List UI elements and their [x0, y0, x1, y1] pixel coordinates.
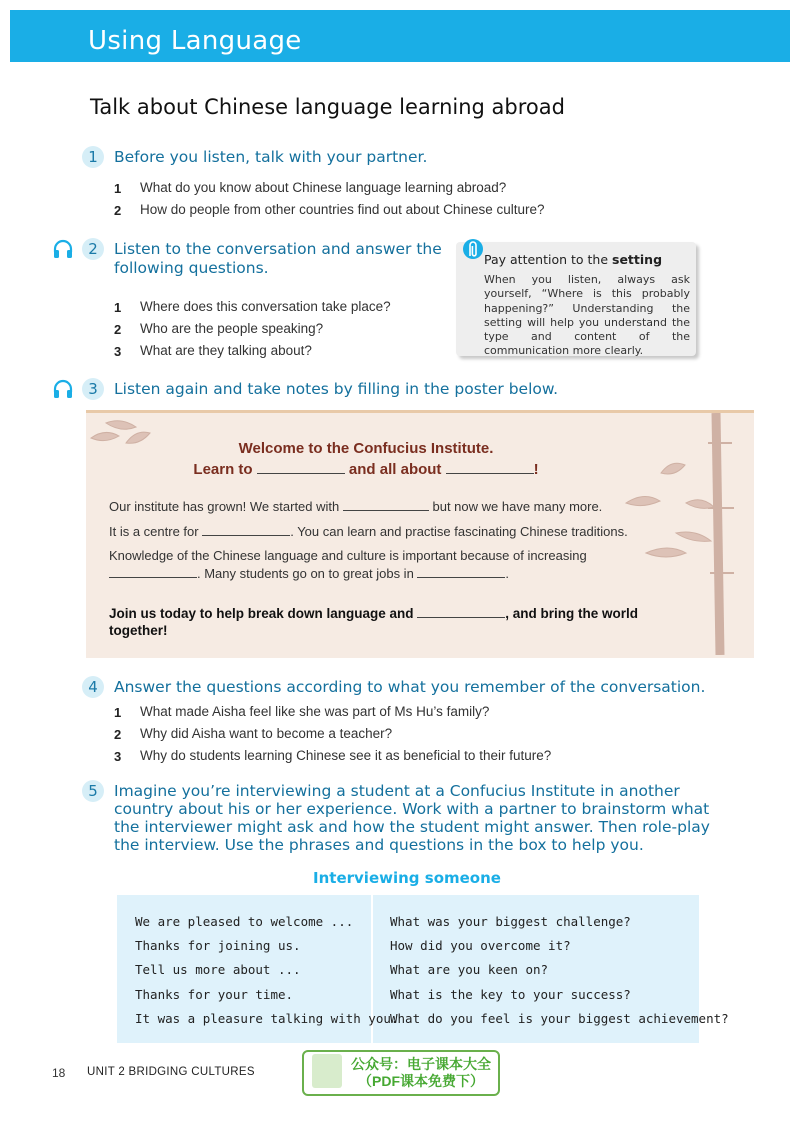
section-title: Using Language — [88, 26, 302, 56]
exercise-5-line1: Imagine you’re interviewing a student at a Confucius Institute in another — [114, 782, 680, 800]
poster-text: . — [505, 566, 510, 581]
poster-text: Our institute has grown! We started with — [109, 499, 343, 514]
exercise-number-3: 3 — [82, 378, 104, 400]
question-text: How do people from other countries find out about Chinese culture? — [140, 202, 545, 217]
question-text: What do you know about Chinese language learning abroad? — [140, 180, 507, 195]
blank-field[interactable] — [417, 577, 505, 578]
question-text: Why do students learning Chinese see it as beneficial to their future? — [140, 748, 552, 763]
poster-subtitle — [86, 461, 646, 478]
exercise-number-2: 2 — [82, 238, 104, 260]
poster-subtitle-part1: Learn to — [193, 461, 257, 478]
question-text: Where does this conversation take place? — [140, 299, 391, 314]
question-number: 2 — [114, 322, 122, 337]
tip-title-prefix: Pay attention to the — [484, 252, 613, 267]
book-icon — [312, 1054, 342, 1088]
exercise-number-5: 5 — [82, 780, 104, 802]
page-title: Talk about Chinese language learning abroad — [90, 95, 565, 119]
poster-line-1 — [109, 499, 602, 514]
exercise-1-instruction: Before you listen, talk with your partner. — [114, 148, 428, 166]
poster-text: , and bring the world together! — [109, 606, 639, 638]
exercise-number-4: 4 — [82, 676, 104, 698]
blank-field[interactable] — [202, 535, 290, 536]
exercise-5-line3: the interviewer might ask and how the student might answer. Then role-play — [114, 818, 710, 836]
phrase-item: It was a pleasure talking with you. — [135, 1011, 399, 1026]
poster-text: but now we have many more. — [428, 499, 603, 514]
blank-field[interactable] — [343, 510, 429, 511]
paperclip-icon — [462, 236, 484, 266]
question-item: What are you keen on? — [390, 962, 549, 977]
unit-label: UNIT 2 BRIDGING CULTURES — [87, 1066, 255, 1078]
poster-text: . Many students go on to great jobs in — [197, 566, 418, 581]
question-number: 1 — [114, 300, 122, 315]
tip-title — [484, 252, 662, 267]
headphones-icon — [52, 238, 74, 260]
tip-body: When you listen, always ask yourself, “Where is this probably happening?” Understanding the setting will help you understand the type and content of the communication more clearly. — [484, 273, 690, 358]
poster-call-to-action — [109, 605, 639, 639]
poster-text: Join us today to help break down language and — [109, 606, 418, 621]
poster-text: It is a centre for — [109, 524, 203, 539]
poster-subtitle-part3: ! — [533, 461, 539, 478]
phrase-item: Thanks for joining us. — [135, 938, 301, 953]
poster-line-3: Knowledge of the Chinese language and culture is important because of increasing — [109, 548, 587, 563]
exercise-3-instruction: Listen again and take notes by filling in the poster below. — [114, 380, 559, 398]
question-number: 2 — [114, 203, 122, 218]
exercise-5-line4: the interview. Use the phrases and questions in the box to help you. — [114, 836, 644, 854]
exercise-2-instruction-line2: following questions. — [114, 259, 269, 277]
exercise-2-instruction-line1: Listen to the conversation and answer the — [114, 240, 442, 258]
question-item: What was your biggest challenge? — [390, 914, 631, 929]
watermark-line-1: 公众号：电子课本大全 — [351, 1056, 491, 1072]
question-number: 1 — [114, 181, 122, 196]
question-item: What do you feel is your biggest achievement? — [390, 1011, 729, 1026]
exercise-number-1: 1 — [82, 146, 104, 168]
exercise-5-line2: country about his or her experience. Work with a partner to brainstorm what — [114, 800, 710, 818]
poster-text: . You can learn and practise fascinating Chinese traditions. — [290, 524, 628, 539]
headphones-icon — [52, 378, 74, 400]
poster-title: Welcome to the Confucius Institute. — [238, 440, 494, 457]
tip-title-keyword: setting — [612, 252, 663, 267]
question-item: What is the key to your success? — [390, 987, 631, 1002]
question-number: 1 — [114, 705, 122, 720]
watermark-line-2: （PDF课本免费下） — [358, 1073, 484, 1089]
exercise-4-instruction: Answer the questions according to what you remember of the conversation. — [114, 678, 706, 696]
question-number: 3 — [114, 749, 122, 764]
question-text: What are they talking about? — [140, 343, 312, 358]
blank-field[interactable] — [257, 473, 345, 474]
question-number: 2 — [114, 727, 122, 742]
blank-field[interactable] — [109, 577, 197, 578]
poster-line-4 — [109, 566, 509, 581]
phrase-box-title: Interviewing someone — [313, 869, 501, 887]
question-text: What made Aisha feel like she was part of Ms Hu’s family? — [140, 704, 490, 719]
poster-line-2 — [109, 524, 628, 539]
poster-subtitle-part2: and all about — [344, 461, 446, 478]
question-item: How did you overcome it? — [390, 938, 571, 953]
blank-field[interactable] — [417, 617, 505, 618]
page-number: 18 — [52, 1066, 66, 1080]
question-text: Why did Aisha want to become a teacher? — [140, 726, 393, 741]
phrase-item: Tell us more about ... — [135, 962, 301, 977]
blank-field[interactable] — [446, 473, 534, 474]
phrase-item: We are pleased to welcome ... — [135, 914, 354, 929]
question-number: 3 — [114, 344, 122, 359]
question-text: Who are the people speaking? — [140, 321, 324, 336]
phrase-item: Thanks for your time. — [135, 987, 294, 1002]
